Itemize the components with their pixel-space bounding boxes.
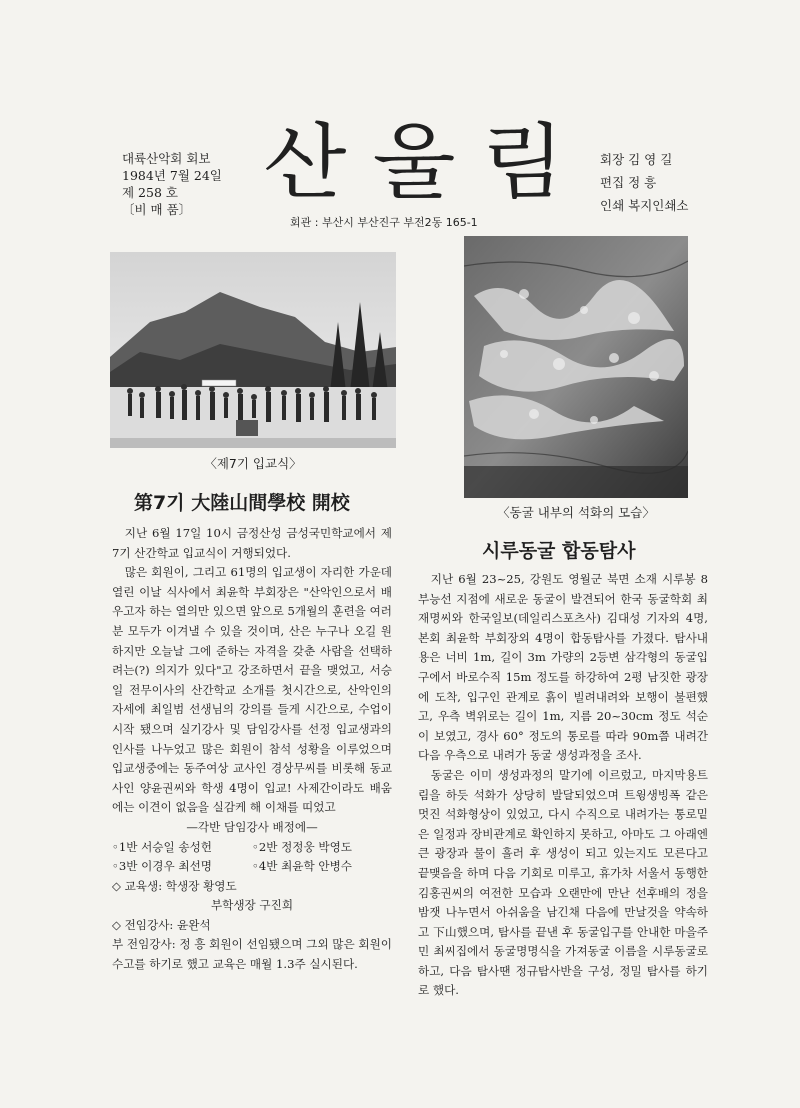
masthead-info-right	[600, 148, 689, 217]
article2-paragraph: 동굴은 이미 생성과정의 말기에 이르렀고, 마지막용트림을 하듯 석화가 상당히 발달되었으며 트윙생빙폭 같은 멋진 석화형상이 있었고, 다시 수직으로 내려가는 통로밑은 일정과 장비관계로 확인하지 못하고, 아마도 그 아래엔 큰 광장과 물이 흘러 후 생성이 되고 있는지도 모른다고 끝맺음을 하며 다음 기회로 미루고, 휴가차 서울서 동행한 김홍권씨의 여전한 모습과 오랜만에 만난 선후배의 정을 밤잿 나누면서 아쉬움을 남긴채 다음에 만날것을 약속하고 下山했으며, 탐사를 끝낸 후 동굴입구를 안내한 마을주민 최씨집에서 동굴명명식을 가져동굴 이름을 시루동굴로 하고, 다음 탐사땐 정규탐사반을 구성, 정밀 탐사를 하기로 했다.	[418, 767, 708, 998]
article2-body	[418, 570, 708, 1001]
cave-interior-caption: 〈동굴 내부의 석화의 모습〉	[497, 505, 655, 520]
article1-closing: 부 전임강사: 정 흥 회원이 선임됐으며 그외 많은 회원이 수고를 하기로 했고 교육은 매월 1.3주 실시된다.	[112, 937, 392, 972]
clubhouse-address: 회관 : 부산시 부산진구 부전2동 165-1	[290, 216, 478, 229]
student-leader-line: ◇ 교육생: 학생장 황영도	[112, 878, 237, 893]
assignment-subhead: —각반 담임강사 배정에—	[186, 819, 318, 834]
printer-line: 인쇄 복지인쇄소	[600, 198, 689, 213]
class2-teachers: ◦2반 정정웅 박영도	[252, 839, 352, 854]
assignment-row	[112, 857, 392, 877]
president-line: 회장 김 영 길	[600, 152, 673, 167]
article1-headline: 第7기 大陸山間學校 開校	[134, 492, 350, 514]
class4-teachers: ◦4반 최윤학 안병수	[252, 859, 352, 874]
issue-date: 1984년 7월 24일	[122, 168, 222, 183]
vice-student-leader-line: 부학생장 구진희	[210, 898, 294, 913]
article2-headline: 시루동굴 합동탐사	[482, 540, 636, 562]
organization-name: 대륙산악회 회보	[122, 151, 211, 166]
not-for-sale-label: 〔비 매 품〕	[122, 202, 192, 217]
class1-teachers: ◦1반 서승일 송성헌	[112, 839, 212, 854]
article1-body	[112, 524, 392, 975]
newsletter-title: 산울림	[263, 115, 591, 211]
issue-number: 제 258 호	[122, 185, 178, 200]
cave-interior-photo	[464, 236, 688, 498]
assignment-row	[112, 838, 392, 858]
head-instructor-line: ◇ 전임강사: 윤완석	[112, 917, 211, 932]
editor-line: 편집 정 흥	[600, 175, 657, 190]
entrance-ceremony-caption: 〈제7기 입교식〉	[204, 456, 302, 471]
class3-teachers: ◦3반 이경우 최선명	[112, 859, 212, 874]
article1-paragraph: 많은 회원이, 그리고 61명의 입교생이 자리한 가운데 열린 이날 식사에서 최윤학 부회장은 "산악인으로서 배우고자 하는 열의만 있으면 앞으로 5개월의 훈련을 여러분 모두가 이겨낼 수 있을 것이며, 산은 누구나 오길 원하지만 오늘날 그에 준하는 자격을 갖춘 사람을 선택하려는(?) 의지가 있다"고 강조하면서 끝을 맺었고, 서승일 전무이사의 산간학교 소개를 첫시간으로, 산악인의 자세에 최일범 선생님의 강의를 들게 시간으로, 수업이 시작 됐으며 실기강사 및 담임강사를 선정 입교생과의 인사를 나누었고 많은 회원이 참석 성황을 이루었으며 입교생중에는 동주여상 교사인 경상무씨를 비롯해 동교사인 양윤권씨와 학생 4명이 입교! 사제간이라도 배움에는 이견이 없음을 실감케 해 이채를 띠었고	[112, 565, 392, 815]
article1-paragraph: 지난 6월 17일 10시 금정산성 금성국민학교에서 제7기 산간학교 입교식이 거행되었다.	[112, 526, 392, 560]
masthead-info-left	[122, 150, 222, 218]
entrance-ceremony-photo	[110, 252, 396, 448]
article2-paragraph: 지난 6월 23~25, 강원도 영월군 북면 소재 시루봉 8부능선 지점에 새로운 동굴이 발견되어 한국 동굴학회 최재명씨와 한국일보(데일리스포츠사) 김대성 기자외 4명, 본회 최윤학 부회장외 4명이 합동탐사를 가졌다. 탐사내용은 너비 1m, 길이 3m 가량의 2등변 삼각형의 동굴입구에서 바로수직 15m 정도를 하강하여 2평 남짓한 광장에 도착, 입구인 관계로 흙이 빌려내려와 보행이 불편했고, 우측 벽위로는 길이 1m, 지름 20~30cm 정도 석순이 보였고, 경사 60° 정도의 통로를 따라 90m쯤 내려간 다음 우측으로 내려가 동굴 생성과정을 조사.	[418, 572, 708, 763]
